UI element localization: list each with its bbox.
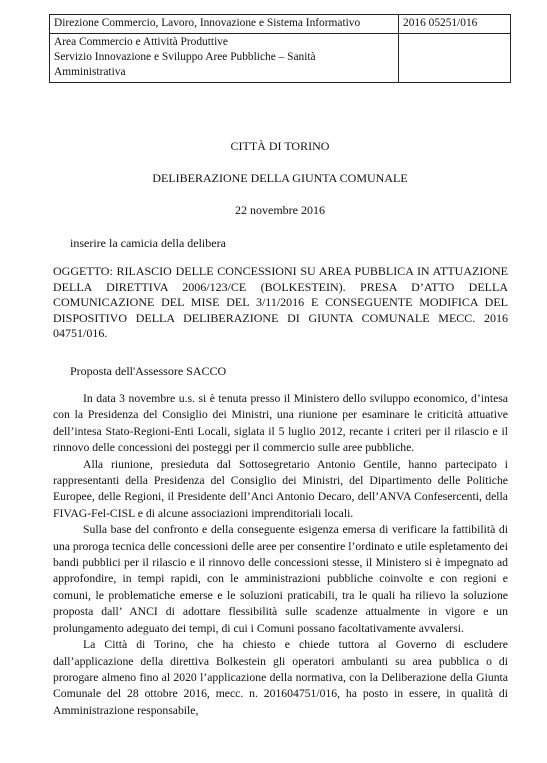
proposal-line: Proposta dell'Assessore SACCO [70,364,227,378]
header-table [49,14,511,83]
body-text [53,391,508,719]
area-cell [50,34,399,83]
department-cell [50,15,399,34]
deliberation-title: DELIBERAZIONE DELLA GIUNTA COMUNALE [152,171,408,185]
service-name-line1: Servizio Innovazione e Sviluppo Aree Pubbliche – Sanità [54,51,316,63]
body-paragraph: La Città di Torino, che ha chiesto e chiede tuttora al Governo di escludere dall’applicazione della direttiva Bolkestein gli operatori ambulanti su area pubblica o di prorogare almeno fino al 2020 l’applicazione della normativa, con la Deliberazione della Giunta Comunale del 28 ottobre 2016, mecc. n. 201604751/016, ha posto in essere, in qualità di Amministrazione responsabile, [53,638,508,717]
empty-cell [399,34,511,83]
header-row-department [50,15,511,34]
header-row-area [50,34,511,83]
deliberation-date: 22 novembre 2016 [235,203,325,217]
body-paragraph: Alla riunione, presieduta dal Sottosegretario Antonio Gentile, hanno partecipato i rappresentanti della Presidenza del Consiglio dei Ministri, del Dipartimento delle Politiche Europee, delle Regioni, il Presidente dell’Anci Antonio Decaro, dell’ANVA Confesercenti, della FIVAG-Fel-CISL e di alcune associazioni imprenditoriali locali. [53,457,508,520]
body-paragraph: In data 3 novembre u.s. si è tenuta presso il Ministero dello sviluppo economico, d’intesa con la Presidenza del Consiglio dei Ministri, una riunione per esaminare le criticità attuative dell’intesa Stato-Regioni-Enti Locali, siglata il 5 luglio 2012, recante i criteri per il rilascio e il rinnovo delle concessioni dei posteggi per il commercio sulle aree pubbliche. [53,392,508,455]
department-name: Direzione Commercio, Lavoro, Innovazione e Sistema Informativo [54,17,361,29]
subject-paragraph: OGGETTO: RILASCIO DELLE CONCESSIONI SU AREA PUBBLICA IN ATTUAZIONE DELLA DIRETTIVA 2006/123/CE (BOLKESTEIN). PRESA D’ATTO DELLA COMUNICAZIONE DEL MISE DEL 3/11/2016 E CONSEGUENTE MODIFICA DEL DISPOSITIVO DELLA DELIBERAZIONE DI GIUNTA COMUNALE MECC. 2016 04751/016. [53,264,508,341]
body-paragraph: Sulla base del confronto e della conseguente esigenza emersa di verificare la fattibilità di una proroga tecnica delle concessioni delle aree per consentire l’ordinato e utile espletamento dei bandi pubblici per il rilascio e il rinnovo delle concessioni stesse, il Ministero si è impegnato ad approfondire, in tempi rapidi, con le amministrazioni pubbliche coinvolte e con regioni e comuni, le problematiche emerse e le soluzioni praticabili, tra le quali ha rilievo la soluzione proposta dall’ ANCI di adottare flessibilità sulle scadenze attualmente in vigore e un prolungamento adeguato dei tempi, di cui i Comuni possano facoltativamente avvalersi. [53,523,508,635]
document-code: 2016 05251/016 [403,17,478,29]
code-cell [399,15,511,34]
area-name: Area Commercio e Attività Produttive [54,36,228,48]
service-name-line2: Amministrativa [54,66,126,78]
insert-note: inserire la camicia della delibera [70,236,226,250]
city-title: CITTÀ DI TORINO [230,139,330,153]
